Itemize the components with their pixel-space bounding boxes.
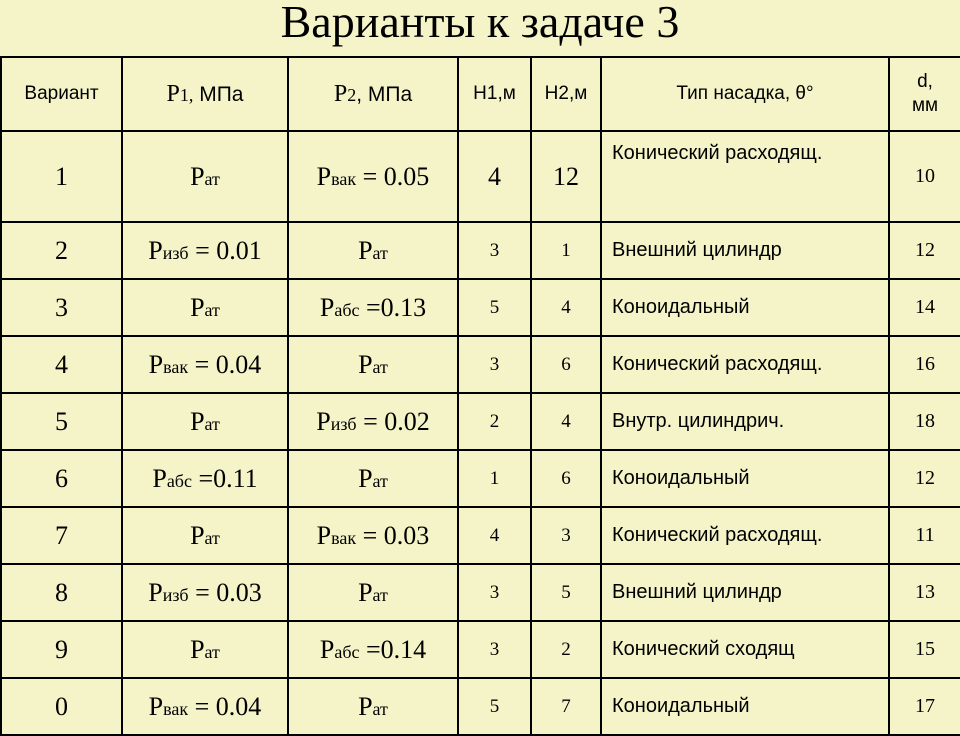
cell-p2: Pат bbox=[288, 564, 458, 621]
header-h1: H1,м bbox=[458, 57, 531, 131]
table-row bbox=[1, 678, 960, 735]
cell-type: Коноидальный bbox=[601, 279, 889, 336]
cell-type: Конический расходящ. bbox=[601, 507, 889, 564]
cell-p2: Pат bbox=[288, 678, 458, 735]
cell-d: 11 bbox=[889, 507, 960, 564]
variants-table bbox=[0, 56, 960, 736]
table-row bbox=[1, 279, 960, 336]
cell-h1: 5 bbox=[458, 678, 531, 735]
cell-d: 12 bbox=[889, 222, 960, 279]
header-variant: Вариант bbox=[1, 57, 122, 131]
table-row bbox=[1, 336, 960, 393]
cell-type: Коноидальный bbox=[601, 678, 889, 735]
cell-h2: 6 bbox=[531, 450, 601, 507]
cell-type: Внутр. цилиндрич. bbox=[601, 393, 889, 450]
cell-d: 10 bbox=[889, 131, 960, 222]
page-title: Варианты к задаче 3 bbox=[280, 0, 680, 47]
cell-h1: 1 bbox=[458, 450, 531, 507]
cell-p1: Pат bbox=[122, 393, 288, 450]
cell-p1: Pвак = 0.04 bbox=[122, 678, 288, 735]
cell-h2: 5 bbox=[531, 564, 601, 621]
cell-h1: 3 bbox=[458, 222, 531, 279]
cell-d: 14 bbox=[889, 279, 960, 336]
cell-d: 18 bbox=[889, 393, 960, 450]
cell-variant: 6 bbox=[1, 450, 122, 507]
cell-d: 13 bbox=[889, 564, 960, 621]
cell-type: Внешний цилиндр bbox=[601, 564, 889, 621]
cell-p2: Pабс =0.14 bbox=[288, 621, 458, 678]
cell-d: 15 bbox=[889, 621, 960, 678]
cell-p1: Pабс =0.11 bbox=[122, 450, 288, 507]
cell-variant: 8 bbox=[1, 564, 122, 621]
header-p1: P1, МПа bbox=[122, 57, 288, 131]
table-row bbox=[1, 450, 960, 507]
cell-type: Конический сходящ bbox=[601, 621, 889, 678]
table-row bbox=[1, 393, 960, 450]
cell-p1: Pат bbox=[122, 621, 288, 678]
cell-variant: 7 bbox=[1, 507, 122, 564]
header-p2: P2, МПа bbox=[288, 57, 458, 131]
table-row bbox=[1, 621, 960, 678]
cell-variant: 5 bbox=[1, 393, 122, 450]
cell-type: Конический расходящ. bbox=[601, 336, 889, 393]
cell-variant: 3 bbox=[1, 279, 122, 336]
table-row bbox=[1, 564, 960, 621]
cell-h2: 12 bbox=[531, 131, 601, 222]
cell-variant: 9 bbox=[1, 621, 122, 678]
cell-p1: Pат bbox=[122, 279, 288, 336]
cell-type: Внешний цилиндр bbox=[601, 222, 889, 279]
cell-h2: 2 bbox=[531, 621, 601, 678]
cell-p1: Pат bbox=[122, 131, 288, 222]
cell-type: Конический расходящ. bbox=[601, 131, 889, 222]
table-row bbox=[1, 131, 960, 222]
cell-d: 17 bbox=[889, 678, 960, 735]
cell-h2: 4 bbox=[531, 393, 601, 450]
header-row bbox=[1, 57, 960, 131]
cell-h2: 7 bbox=[531, 678, 601, 735]
cell-h2: 3 bbox=[531, 507, 601, 564]
header-type: Тип насадка, θ° bbox=[601, 57, 889, 131]
cell-p1: Pат bbox=[122, 507, 288, 564]
cell-h1: 4 bbox=[458, 507, 531, 564]
table-row bbox=[1, 222, 960, 279]
cell-variant: 2 bbox=[1, 222, 122, 279]
cell-p2: Pвак = 0.03 bbox=[288, 507, 458, 564]
cell-p2: Pат bbox=[288, 450, 458, 507]
cell-h2: 4 bbox=[531, 279, 601, 336]
cell-d: 16 bbox=[889, 336, 960, 393]
header-d: d, мм bbox=[889, 57, 960, 131]
cell-h1: 2 bbox=[458, 393, 531, 450]
cell-p1: Pвак = 0.04 bbox=[122, 336, 288, 393]
cell-h1: 3 bbox=[458, 564, 531, 621]
cell-h1: 5 bbox=[458, 279, 531, 336]
cell-p2: Pвак = 0.05 bbox=[288, 131, 458, 222]
cell-p2: Pабс =0.13 bbox=[288, 279, 458, 336]
cell-d: 12 bbox=[889, 450, 960, 507]
cell-p1: Pизб = 0.03 bbox=[122, 564, 288, 621]
cell-p1: Pизб = 0.01 bbox=[122, 222, 288, 279]
cell-type: Коноидальный bbox=[601, 450, 889, 507]
cell-p2: Pизб = 0.02 bbox=[288, 393, 458, 450]
cell-p2: Pат bbox=[288, 336, 458, 393]
cell-p2: Pат bbox=[288, 222, 458, 279]
cell-variant: 4 bbox=[1, 336, 122, 393]
cell-variant: 0 bbox=[1, 678, 122, 735]
cell-h2: 6 bbox=[531, 336, 601, 393]
cell-h2: 1 bbox=[531, 222, 601, 279]
cell-variant: 1 bbox=[1, 131, 122, 222]
header-h2: H2,м bbox=[531, 57, 601, 131]
cell-h1: 4 bbox=[458, 131, 531, 222]
cell-h1: 3 bbox=[458, 621, 531, 678]
cell-h1: 3 bbox=[458, 336, 531, 393]
table-row bbox=[1, 507, 960, 564]
